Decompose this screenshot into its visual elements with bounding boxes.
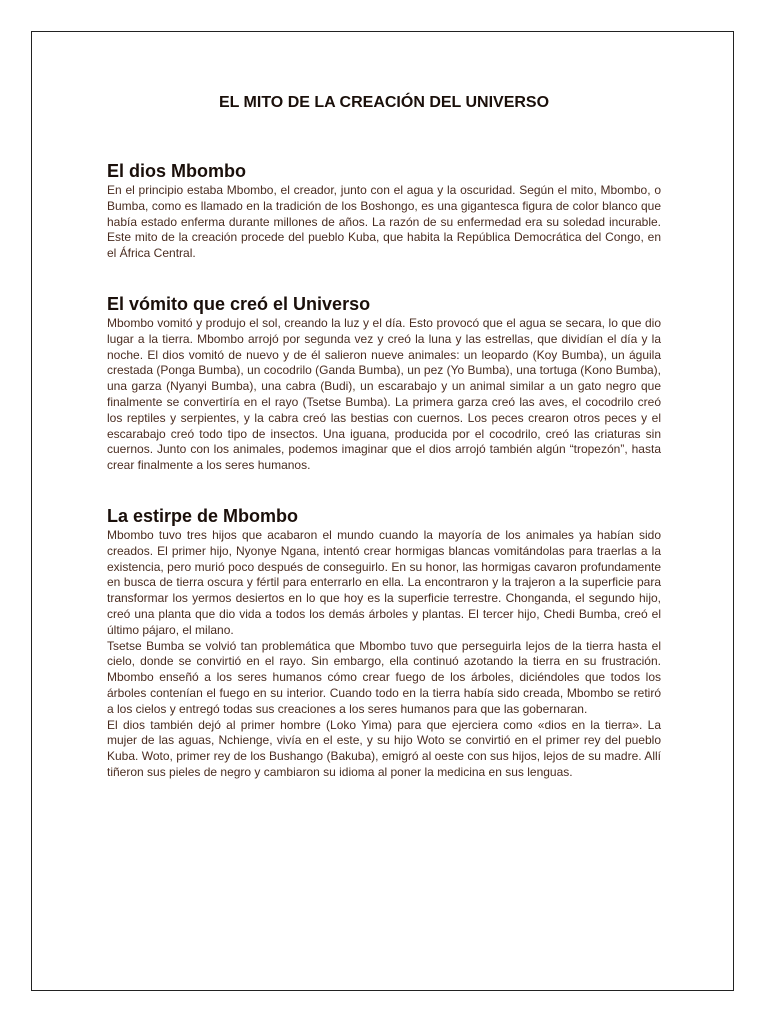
section-vomito-universo <box>107 293 661 474</box>
section-paragraph: Mbombo tuvo tres hijos que acabaron el mundo cuando la mayoría de los animales ya habían sido creados. El primer hijo, Nyonye Ngana, intentó crear hormigas blancas vomitándolas para traerlas a la existencia, pero murió poco después de conseguirlo. En su honor, las hormigas cavaron profundamente en busca de tierra oscura y fértil para enterrarlo en ella. La encontraron y la trajeron a la superficie para transformar los yermos desiertos en lo que hoy es la superficie terrestre. Chonganda, el segundo hijo, creó una planta que dio vida a todos los demás árboles y plantas. El tercer hijo, Chedi Bumba, creó el último pájaro, el milano. <box>107 527 661 637</box>
section-paragraph: En el principio estaba Mbombo, el creador, junto con el agua y la oscuridad. Según el mito, Mbombo, o Bumba, como es llamado en la tradición de los Boshongo, es una gigantesca figura de color blanco que había estado enferma durante millones de años. La razón de su enfermedad era su soledad incurable. Este mito de la creación procede del pueblo Kuba, que habita la República Democrática del Congo, en el África Central. <box>107 183 661 261</box>
section-paragraph: Mbombo vomitó y produjo el sol, creando la luz y el día. Esto provocó que el agua se secara, lo que dio lugar a la tierra. Mbombo arrojó por segunda vez y creó la luna y las estrellas, que dividían el día y la noche. El dios vomitó de nuevo y de él salieron nueve animales: un leopardo (Koy Bumba), un águila crestada (Ponga Bumba), un cocodrilo (Ganda Bumba), un pez (Yo Bumba), una tortuga (Kono Bumba), una garza (Nyanyi Bumba), una cabra (Budi), un escarabajo y un animal similar a un gato negro que finalmente se convertiría en el rayo (Tsetse Bumba). La primera garza creó las aves, el cocodrilo creó los reptiles y serpientes, y la cabra creó las bestias con cuernos. Los peces crearon otros peces y el escarabajo creó todo tipo de insectos. Una iguana, producida por el cocodrilo, creó las criaturas sin cuernos. Junto con los animales, podemos imaginar que el dios arrojó también algún “tropezón”, hasta crear finalmente a los seres humanos. <box>107 315 661 473</box>
document-title: EL MITO DE LA CREACIÓN DEL UNIVERSO <box>218 94 550 111</box>
section-heading: La estirpe de Mbombo <box>107 505 299 526</box>
document-page <box>31 31 734 991</box>
section-heading: El dios Mbombo <box>107 161 246 181</box>
document-content <box>107 94 661 812</box>
section-paragraph: El dios también dejó al primer hombre (Loko Yima) para que ejerciera como «dios en la tierra». La mujer de las aguas, Nchienge, vivía en el este, y su hijo Woto se convirtió en el primer rey del pueblo Kuba. Woto, primer rey de los Bushango (Bakuba), emigró al oeste con sus hijos, lejos de su madre. Allí tiñeron sus pieles de negro y cambiaron su idioma al poner la medicina en sus lenguas. <box>107 717 661 779</box>
section-dios-mbombo <box>107 160 661 262</box>
section-estirpe-mbombo <box>107 505 661 781</box>
section-paragraph: Tsetse Bumba se volvió tan problemática que Mbombo tuvo que perseguirla lejos de la tierra hasta el cielo, donde se convirtió en el rayo. Sin embargo, ella continuó azotando la tierra en su frustración. Mbombo enseñó a los seres humanos cómo crear fuego de los árboles, diciéndoles que todos los árboles contenían el fuego en su interior. Cuando todo en la tierra había sido creada, Mbombo se retiró a los cielos y entregó todas sus creaciones a los seres humanos para que las gobernaran. <box>107 638 661 716</box>
section-heading: El vómito que creó el Universo <box>107 293 371 314</box>
